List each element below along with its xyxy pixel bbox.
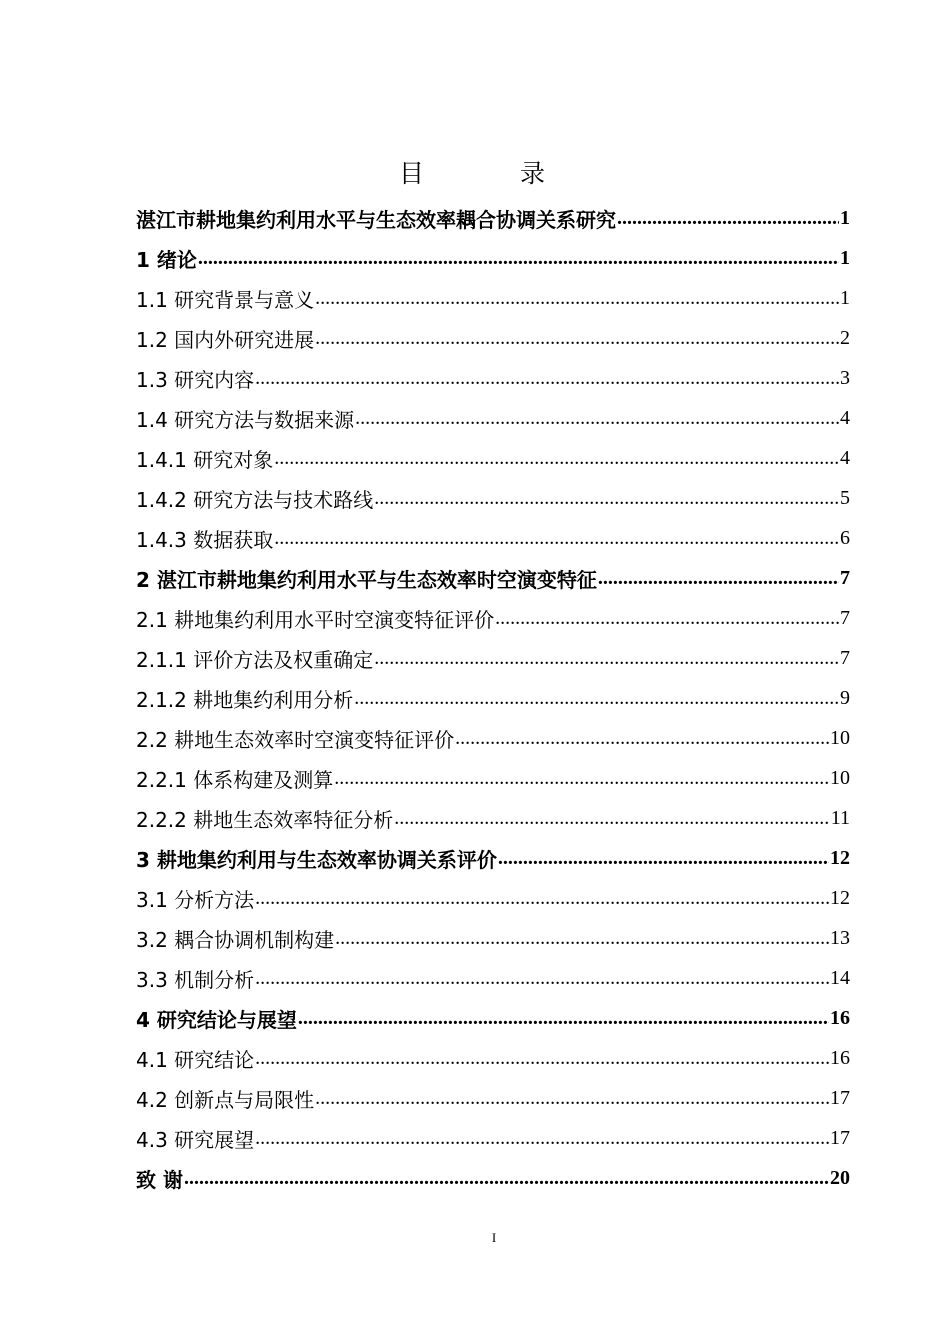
toc-entry[interactable] — [136, 398, 850, 438]
toc-dot-leader — [198, 247, 839, 270]
toc-entry-page-number: 2 — [840, 326, 850, 349]
toc-entry-page-number: 17 — [830, 1086, 850, 1109]
toc-entry-page-number: 9 — [840, 686, 850, 709]
toc-entry[interactable] — [136, 878, 850, 918]
toc-entry[interactable] — [136, 558, 850, 598]
toc-entry[interactable] — [136, 518, 850, 558]
toc-entry-label: 1.4.2 研究方法与技术路线 — [136, 487, 374, 512]
toc-dot-leader — [315, 327, 839, 350]
toc-entry[interactable] — [136, 438, 850, 478]
table-of-contents — [136, 198, 850, 1198]
toc-dot-leader — [335, 927, 829, 950]
toc-entry[interactable] — [136, 1118, 850, 1158]
toc-entry[interactable] — [136, 638, 850, 678]
toc-entry-label: 2.1.2 耕地集约利用分析 — [136, 687, 354, 712]
toc-dot-leader — [298, 1007, 829, 1030]
toc-dot-leader — [617, 207, 839, 230]
toc-dot-leader — [455, 727, 829, 750]
toc-entry[interactable] — [136, 758, 850, 798]
toc-dot-leader — [355, 407, 839, 430]
toc-entry-label: 1.4 研究方法与数据来源 — [136, 407, 355, 432]
toc-entry-label: 2.2.1 体系构建及测算 — [136, 767, 334, 792]
toc-entry[interactable] — [136, 838, 850, 878]
toc-dot-leader — [374, 487, 839, 510]
toc-entry-label: 1.1 研究背景与意义 — [136, 287, 315, 312]
toc-dot-leader — [274, 527, 839, 550]
toc-entry-label: 3.2 耦合协调机制构建 — [136, 927, 335, 952]
toc-entry-page-number: 16 — [830, 1006, 850, 1029]
toc-entry-page-number: 11 — [830, 806, 850, 829]
toc-dot-leader — [315, 287, 839, 310]
toc-entry-page-number: 3 — [840, 366, 850, 389]
toc-entry-label: 3 耕地集约利用与生态效率协调关系评价 — [136, 847, 497, 872]
toc-dot-leader — [374, 647, 839, 670]
toc-entry-page-number: 13 — [830, 926, 850, 949]
toc-entry[interactable] — [136, 198, 850, 238]
toc-entry-label: 1.4.1 研究对象 — [136, 447, 274, 472]
toc-entry[interactable] — [136, 358, 850, 398]
toc-entry[interactable] — [136, 1158, 850, 1198]
toc-dot-leader — [255, 367, 839, 390]
toc-dot-leader — [598, 567, 839, 590]
toc-entry-page-number: 7 — [840, 646, 850, 669]
toc-dot-leader — [184, 1167, 829, 1190]
toc-dot-leader — [495, 607, 839, 630]
toc-entry-label: 湛江市耕地集约利用水平与生态效率耦合协调关系研究 — [136, 207, 616, 232]
toc-entry-page-number: 5 — [840, 486, 850, 509]
toc-entry-page-number: 16 — [830, 1046, 850, 1069]
toc-dot-leader — [255, 967, 829, 990]
toc-entry-page-number: 7 — [840, 606, 850, 629]
toc-entry-label: 4.2 创新点与局限性 — [136, 1087, 315, 1112]
toc-entry-page-number: 1 — [840, 246, 850, 269]
toc-entry[interactable] — [136, 958, 850, 998]
toc-dot-leader — [315, 1087, 829, 1110]
toc-entry[interactable] — [136, 798, 850, 838]
toc-entry-page-number: 4 — [840, 406, 850, 429]
toc-entry-label: 4.3 研究展望 — [136, 1127, 255, 1152]
toc-entry-page-number: 12 — [830, 886, 850, 909]
toc-title: 目 录 — [399, 159, 589, 188]
toc-entry[interactable] — [136, 1078, 850, 1118]
toc-entry-label: 1 绪论 — [136, 247, 197, 272]
toc-dot-leader — [354, 687, 839, 710]
toc-entry-label: 3.3 机制分析 — [136, 967, 255, 992]
toc-entry-label: 4.1 研究结论 — [136, 1047, 255, 1072]
toc-entry-page-number: 14 — [830, 966, 850, 989]
toc-entry-label: 1.4.3 数据获取 — [136, 527, 274, 552]
toc-entry-label: 3.1 分析方法 — [136, 887, 255, 912]
toc-entry-page-number: 12 — [830, 846, 850, 869]
toc-entry-label: 2.1 耕地集约利用水平时空演变特征评价 — [136, 607, 495, 632]
toc-entry[interactable] — [136, 478, 850, 518]
toc-entry[interactable] — [136, 678, 850, 718]
toc-entry[interactable] — [136, 998, 850, 1038]
toc-dot-leader — [394, 807, 829, 830]
page-folio: I — [491, 1230, 497, 1245]
toc-entry[interactable] — [136, 1038, 850, 1078]
toc-dot-leader — [255, 1047, 829, 1070]
toc-entry-page-number: 10 — [830, 766, 850, 789]
toc-entry-label: 2.2 耕地生态效率时空演变特征评价 — [136, 727, 455, 752]
toc-entry[interactable] — [136, 278, 850, 318]
toc-entry[interactable] — [136, 718, 850, 758]
toc-entry-label: 2.1.1 评价方法及权重确定 — [136, 647, 374, 672]
toc-dot-leader — [255, 887, 829, 910]
toc-entry[interactable] — [136, 598, 850, 638]
toc-entry-label: 1.3 研究内容 — [136, 367, 255, 392]
toc-dot-leader — [334, 767, 829, 790]
toc-entry-page-number: 7 — [840, 566, 850, 589]
toc-entry-page-number: 1 — [840, 206, 850, 229]
toc-entry-label: 1.2 国内外研究进展 — [136, 327, 315, 352]
toc-entry-label: 致 谢 — [136, 1167, 183, 1192]
toc-entry[interactable] — [136, 318, 850, 358]
toc-entry-page-number: 10 — [830, 726, 850, 749]
toc-entry-page-number: 6 — [840, 526, 850, 549]
toc-dot-leader — [274, 447, 839, 470]
toc-entry-page-number: 4 — [840, 446, 850, 469]
toc-dot-leader — [255, 1127, 829, 1150]
toc-entry-label: 2.2.2 耕地生态效率特征分析 — [136, 807, 394, 832]
toc-entry[interactable] — [136, 918, 850, 958]
toc-entry-label: 4 研究结论与展望 — [136, 1007, 297, 1032]
toc-entry-page-number: 17 — [830, 1126, 850, 1149]
toc-entry[interactable] — [136, 238, 850, 278]
toc-entry-page-number: 20 — [830, 1166, 850, 1189]
toc-entry-label: 2 湛江市耕地集约利用水平与生态效率时空演变特征 — [136, 567, 597, 592]
toc-entry-page-number: 1 — [840, 286, 850, 309]
toc-dot-leader — [498, 847, 829, 870]
